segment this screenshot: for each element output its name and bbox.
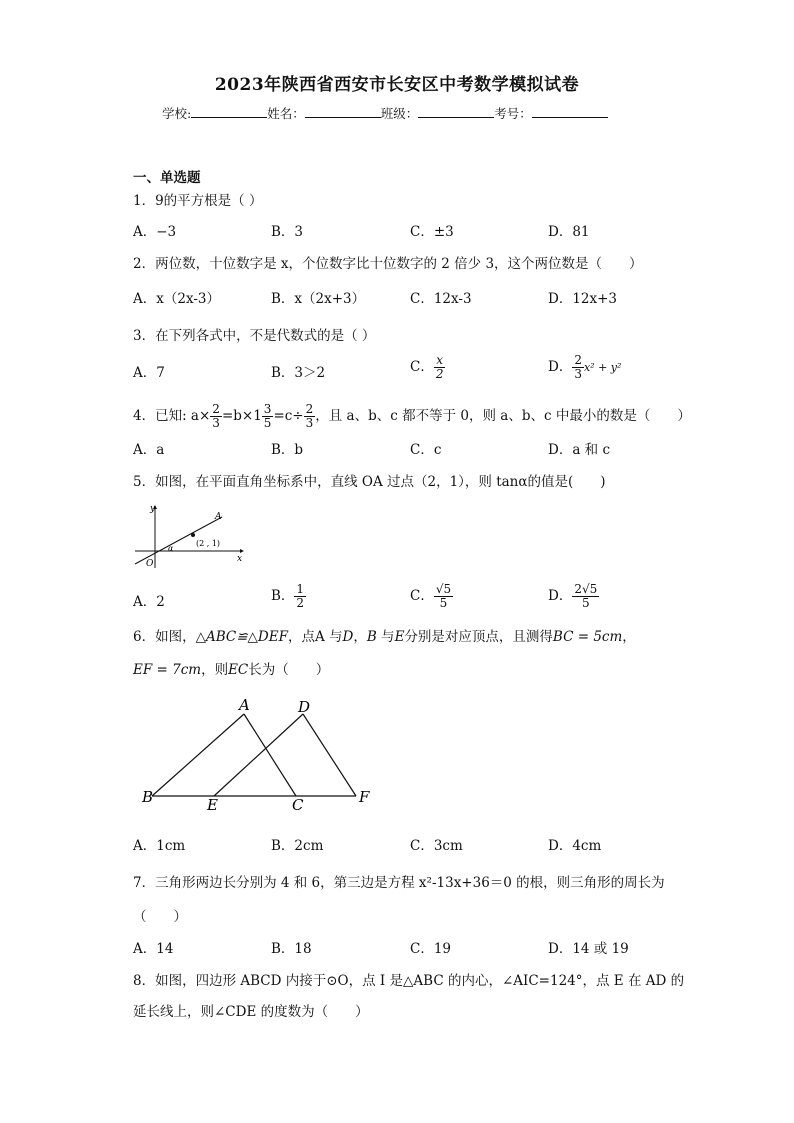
side-df [303, 714, 356, 796]
q3-option-c-label: C． [410, 359, 434, 375]
question-3-stem: 3．在下列各式中，不是代数式的是（ ） [133, 328, 376, 344]
x-axis-arrow [240, 549, 244, 553]
q6-option-d: D．4cm [548, 838, 602, 854]
q3-option-b: B．3＞2 [271, 365, 326, 381]
label-c: C [292, 796, 304, 814]
question-2-stem: 2．两位数，十位数字是 x，个位数字比十位数字的 2 倍少 3，这个两位数是（ ） [133, 256, 643, 272]
q6-l1-c: ， [353, 629, 367, 645]
q6-l1-b: ，点A 与 [287, 629, 343, 645]
q6-option-c: C．3cm [410, 838, 463, 854]
q5-c-den: 5 [434, 596, 453, 610]
side-ab [152, 714, 244, 796]
q7-option-a: A．14 [133, 941, 174, 957]
name-blank[interactable] [305, 105, 381, 118]
q5-d-den: 5 [572, 596, 599, 610]
q5-option-a: A．2 [133, 594, 165, 610]
q6-l2-c: 长为（ ） [248, 662, 330, 678]
q1-option-b: B．3 [271, 224, 304, 240]
point-coord-label: (2 , 1) [196, 539, 221, 548]
q6-ef: EF = 7cm [133, 662, 202, 678]
q6-tri: △ABC≌△DEF [195, 629, 288, 645]
q3-d-den: 3 [574, 367, 582, 381]
q4-stem-a: 4．已知: a× [133, 408, 211, 424]
alpha-label: α [168, 544, 174, 553]
q4-frac-2 [262, 403, 274, 430]
q6-l1-e: 分别是对应顶点，且测得 [404, 629, 553, 645]
q6-option-b: B．2cm [271, 838, 324, 854]
q4-stem-b: =b×1 [221, 408, 262, 424]
q5-c-num: √5 [435, 582, 452, 596]
label-d: D [298, 698, 311, 716]
q6-l2-b: ，则 [201, 662, 229, 678]
q6-e: E [394, 629, 405, 645]
q2-option-a: A．x（2x-3） [133, 291, 220, 307]
point-a-label: A [215, 512, 222, 522]
q3-option-d [548, 354, 621, 381]
q6-bc: BC = 5cm [552, 629, 623, 645]
q5-option-c-label: C． [410, 588, 434, 604]
q3-d-fraction [572, 354, 584, 381]
question-5-stem: 5．如图，在平面直角坐标系中，直线 OA 过点（2，1），则 tanα的值是( ) [133, 474, 606, 490]
question-4-stem [133, 403, 691, 430]
q5-b-fraction [294, 583, 306, 610]
school-label: 学校: [162, 106, 192, 121]
q4-option-c: C．c [410, 442, 442, 458]
q3-d-num: 2 [574, 353, 582, 367]
q6-d: D [342, 629, 354, 645]
exam-title: 2023年陕西省西安市长安区中考数学模拟试卷 [214, 75, 580, 95]
q4-stem-d: ，且 a、b、c 都不等于 0，则 a、b、c 中最小的数是（ ） [315, 408, 691, 424]
q5-c-fraction [434, 583, 453, 610]
point-2-1 [191, 533, 195, 537]
question-8-stem-2: 延长线上，则∠CDE 的度数为（ ） [133, 1004, 369, 1020]
q4-frac-1 [210, 403, 222, 430]
question-8-stem: 8．如图，四边形 ABCD 内接于⊙O，点 I 是△ABC 的内心，∠AIC=124°，点 E 在 AD 的 [133, 973, 685, 989]
label-a: A [239, 696, 250, 714]
class-blank[interactable] [418, 105, 494, 118]
q2-option-c: C．12x-3 [410, 291, 472, 307]
school-blank[interactable] [191, 105, 267, 118]
student-info-line [162, 104, 608, 122]
q5-d-num: 2√5 [574, 582, 598, 596]
q1-option-d: D．81 [548, 224, 590, 240]
label-e: E [207, 796, 218, 814]
q6-l1-a: 6．如图， [133, 629, 196, 645]
q6-triangles-figure [138, 694, 378, 816]
q4-option-d: D．a 和 c [548, 442, 611, 458]
q4-option-a: A．a [133, 442, 165, 458]
q6-ec: EC [228, 662, 249, 678]
q2-option-b: B．x（2x+3） [271, 291, 366, 307]
q3-c-den: 2 [435, 367, 444, 381]
question-7-stem: 7．三角形两边长分别为 4 和 6，第三边是方程 x²-13x+36＝0 的根，则三角形的周长为 [133, 875, 665, 891]
q3-option-c [410, 354, 445, 381]
q3-option-a: A．7 [133, 365, 165, 381]
q5-option-b [271, 583, 306, 610]
q5-d-fraction [572, 583, 599, 610]
q6-l1-d: 与 [376, 629, 395, 645]
question-1-stem: 1．9的平方根是（ ） [133, 193, 263, 209]
q5-b-den: 2 [296, 596, 305, 610]
section-title: 一、单选题 [133, 170, 201, 186]
x-label: x [237, 554, 243, 564]
q3-c-fraction [434, 354, 446, 381]
exam-number-label: 考号： [494, 106, 532, 121]
q4-option-b: B．b [271, 442, 304, 458]
q4-f2-den: 5 [263, 416, 272, 430]
question-6-line-2 [133, 660, 329, 680]
q4-f2-num: 3 [263, 402, 272, 416]
q2-option-d: D．12x+3 [548, 291, 618, 307]
q6-b: B [366, 629, 377, 645]
q4-f3-den: 3 [305, 416, 314, 430]
q4-f3-num: 2 [305, 402, 314, 416]
q4-f1-den: 3 [212, 416, 220, 430]
q4-frac-3 [304, 403, 316, 430]
q7-option-c: C．19 [410, 941, 452, 957]
q3-d-tail: x² + y² [583, 361, 622, 374]
exam-number-blank[interactable] [532, 105, 608, 118]
q3-option-d-label: D． [548, 359, 573, 375]
q3-c-num: x [436, 353, 444, 367]
q6-l1-f: ， [622, 629, 636, 645]
label-f: F [359, 788, 370, 806]
class-label: 班级： [380, 106, 419, 121]
q5-option-d [548, 583, 599, 610]
question-7-stem-2: （ ） [133, 909, 187, 925]
q5-coordinate-figure [130, 500, 250, 572]
label-b: B [142, 788, 154, 806]
side-ac [244, 714, 296, 796]
q5-option-c [410, 583, 453, 610]
q5-option-d-label: D． [548, 588, 573, 604]
y-label: y [150, 504, 156, 514]
question-6-line-1 [133, 627, 636, 647]
name-label: 姓名： [267, 106, 305, 121]
q7-option-d: D．14 或 19 [548, 941, 629, 957]
q5-option-b-label: B． [271, 588, 295, 604]
q1-option-a: A．−3 [133, 224, 177, 240]
q4-f1-num: 2 [212, 402, 220, 416]
origin-label: O [146, 559, 154, 569]
q4-stem-c: =c÷ [273, 408, 304, 424]
q5-b-num: 1 [296, 582, 305, 596]
side-de [214, 714, 303, 796]
q1-option-c: C．±3 [410, 224, 454, 240]
q7-option-b: B．18 [271, 941, 312, 957]
q6-option-a: A．1cm [133, 838, 186, 854]
